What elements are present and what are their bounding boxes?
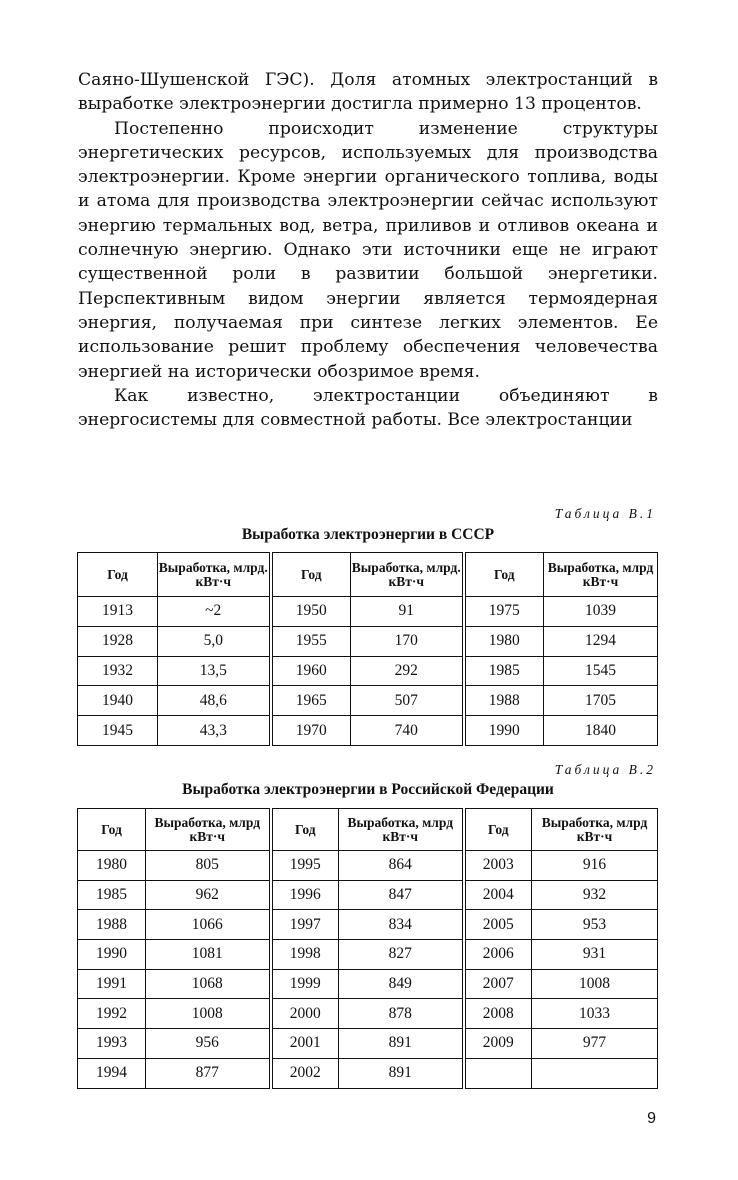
year-cell: 1992 xyxy=(78,999,146,1029)
paragraph-1: Саяно-Шушенской ГЭС). Доля атомных электростанций в выработке электроэнергии достигла примерно 13 процентов. xyxy=(78,70,658,115)
year-cell: 1988 xyxy=(78,910,146,940)
page-number: 9 xyxy=(647,1110,656,1127)
header-year: Год xyxy=(464,553,544,597)
header-output: Выработка, млрд. кВт·ч xyxy=(351,553,464,597)
output-cell: 977 xyxy=(532,1029,658,1059)
output-cell: 891 xyxy=(339,1029,464,1059)
header-output: Выработка, млрд. кВт·ч xyxy=(158,553,271,597)
output-cell: 827 xyxy=(339,940,464,970)
year-cell: 1996 xyxy=(271,880,339,910)
output-cell: 1066 xyxy=(146,910,271,940)
year-cell: 1945 xyxy=(78,716,158,746)
output-cell: 953 xyxy=(532,910,658,940)
output-cell: 847 xyxy=(339,880,464,910)
year-cell: 2003 xyxy=(464,851,532,881)
header-output: Выработка, млрд кВт·ч xyxy=(544,553,658,597)
output-cell: 962 xyxy=(146,880,271,910)
table-row xyxy=(78,851,658,881)
year-cell: 2001 xyxy=(271,1029,339,1059)
table-row xyxy=(78,597,658,627)
output-cell: 877 xyxy=(146,1058,271,1088)
header-year: Год xyxy=(78,809,146,851)
year-cell: 1932 xyxy=(78,656,158,686)
header-year: Год xyxy=(464,809,532,851)
output-cell: 1033 xyxy=(532,999,658,1029)
year-cell: 2009 xyxy=(464,1029,532,1059)
output-cell: 5,0 xyxy=(158,626,271,656)
output-cell: 43,3 xyxy=(158,716,271,746)
output-cell: 805 xyxy=(146,851,271,881)
year-cell: 1913 xyxy=(78,597,158,627)
paragraph-2: Постепенно происходит изменение структуры энергетических ресурсов, используемых для производства электроэнергии. Кроме энергии органического топлива, воды и атома для производства электроэнергии сейчас используют энергию термальных вод, ветра, приливов и отливов океана и солнечную энергию. Однако эти источники еще не играют существенной роли в развитии большой энергетики. Перспективным видом энергии является термоядерная энергия, получаемая при синтезе легких элементов. Ее использование решит проблему обеспечения человечества энергией на исторически обозримое время. xyxy=(78,118,658,382)
year-cell: 2004 xyxy=(464,880,532,910)
output-cell: 891 xyxy=(339,1058,464,1088)
year-cell: 1960 xyxy=(271,656,351,686)
year-cell: 1988 xyxy=(464,686,544,716)
table-row xyxy=(78,656,658,686)
table-row xyxy=(78,940,658,970)
year-cell: 1991 xyxy=(78,969,146,999)
output-cell: 1068 xyxy=(146,969,271,999)
year-cell: 1965 xyxy=(271,686,351,716)
table-rf-electricity xyxy=(77,808,658,1089)
year-cell: 1993 xyxy=(78,1029,146,1059)
year-cell xyxy=(464,1058,532,1088)
year-cell: 2008 xyxy=(464,999,532,1029)
table2-title: Выработка электроэнергии в Российской Федерации xyxy=(182,781,554,798)
year-cell: 1990 xyxy=(464,716,544,746)
output-cell: 849 xyxy=(339,969,464,999)
table-row xyxy=(78,1058,658,1088)
output-cell: 916 xyxy=(532,851,658,881)
header-year: Год xyxy=(78,553,158,597)
output-cell: 292 xyxy=(351,656,464,686)
output-cell xyxy=(532,1058,658,1088)
year-cell: 2000 xyxy=(271,999,339,1029)
year-cell: 1980 xyxy=(78,851,146,881)
table-header-row xyxy=(78,553,658,597)
header-output: Выработка, млрд кВт·ч xyxy=(339,809,464,851)
table-row xyxy=(78,910,658,940)
output-cell: 932 xyxy=(532,880,658,910)
year-cell: 1990 xyxy=(78,940,146,970)
year-cell: 1985 xyxy=(78,880,146,910)
output-cell: 91 xyxy=(351,597,464,627)
year-cell: 1985 xyxy=(464,656,544,686)
table2-caption: Таблица В.2 xyxy=(554,762,656,777)
output-cell: 13,5 xyxy=(158,656,271,686)
year-cell: 1980 xyxy=(464,626,544,656)
year-cell: 2006 xyxy=(464,940,532,970)
output-cell: 834 xyxy=(339,910,464,940)
table-row xyxy=(78,716,658,746)
table-header-row xyxy=(78,809,658,851)
table-row xyxy=(78,1029,658,1059)
table-row xyxy=(78,999,658,1029)
output-cell: 1840 xyxy=(544,716,658,746)
output-cell: 956 xyxy=(146,1029,271,1059)
year-cell: 2005 xyxy=(464,910,532,940)
header-output: Выработка, млрд кВт·ч xyxy=(532,809,658,851)
table1-caption: Таблица В.1 xyxy=(554,506,656,521)
year-cell: 1998 xyxy=(271,940,339,970)
paragraph-3: Как известно, электростанции объединяют в энергосистемы для совместной работы. Все электростанции xyxy=(78,385,658,431)
year-cell: 1994 xyxy=(78,1058,146,1088)
year-cell: 1999 xyxy=(271,969,339,999)
year-cell: 1940 xyxy=(78,686,158,716)
year-cell: 1970 xyxy=(271,716,351,746)
table-ussr-electricity xyxy=(77,552,658,746)
year-cell: 1975 xyxy=(464,597,544,627)
table-row xyxy=(78,969,658,999)
output-cell: 878 xyxy=(339,999,464,1029)
year-cell: 1955 xyxy=(271,626,351,656)
output-cell: 170 xyxy=(351,626,464,656)
body-text xyxy=(78,68,658,432)
header-year: Год xyxy=(271,553,351,597)
output-cell: 1008 xyxy=(532,969,658,999)
output-cell: 1294 xyxy=(544,626,658,656)
output-cell: 507 xyxy=(351,686,464,716)
output-cell: 740 xyxy=(351,716,464,746)
header-output: Выработка, млрд кВт·ч xyxy=(146,809,271,851)
table-row xyxy=(78,880,658,910)
year-cell: 1997 xyxy=(271,910,339,940)
output-cell: 48,6 xyxy=(158,686,271,716)
output-cell: ~2 xyxy=(158,597,271,627)
output-cell: 1081 xyxy=(146,940,271,970)
table1-title: Выработка электроэнергии в СССР xyxy=(241,526,495,543)
table-row xyxy=(78,626,658,656)
output-cell: 1008 xyxy=(146,999,271,1029)
output-cell: 1705 xyxy=(544,686,658,716)
header-year: Год xyxy=(271,809,339,851)
output-cell: 1545 xyxy=(544,656,658,686)
output-cell: 931 xyxy=(532,940,658,970)
year-cell: 1928 xyxy=(78,626,158,656)
output-cell: 864 xyxy=(339,851,464,881)
output-cell: 1039 xyxy=(544,597,658,627)
year-cell: 1950 xyxy=(271,597,351,627)
year-cell: 2002 xyxy=(271,1058,339,1088)
table-row xyxy=(78,686,658,716)
year-cell: 1995 xyxy=(271,851,339,881)
year-cell: 2007 xyxy=(464,969,532,999)
